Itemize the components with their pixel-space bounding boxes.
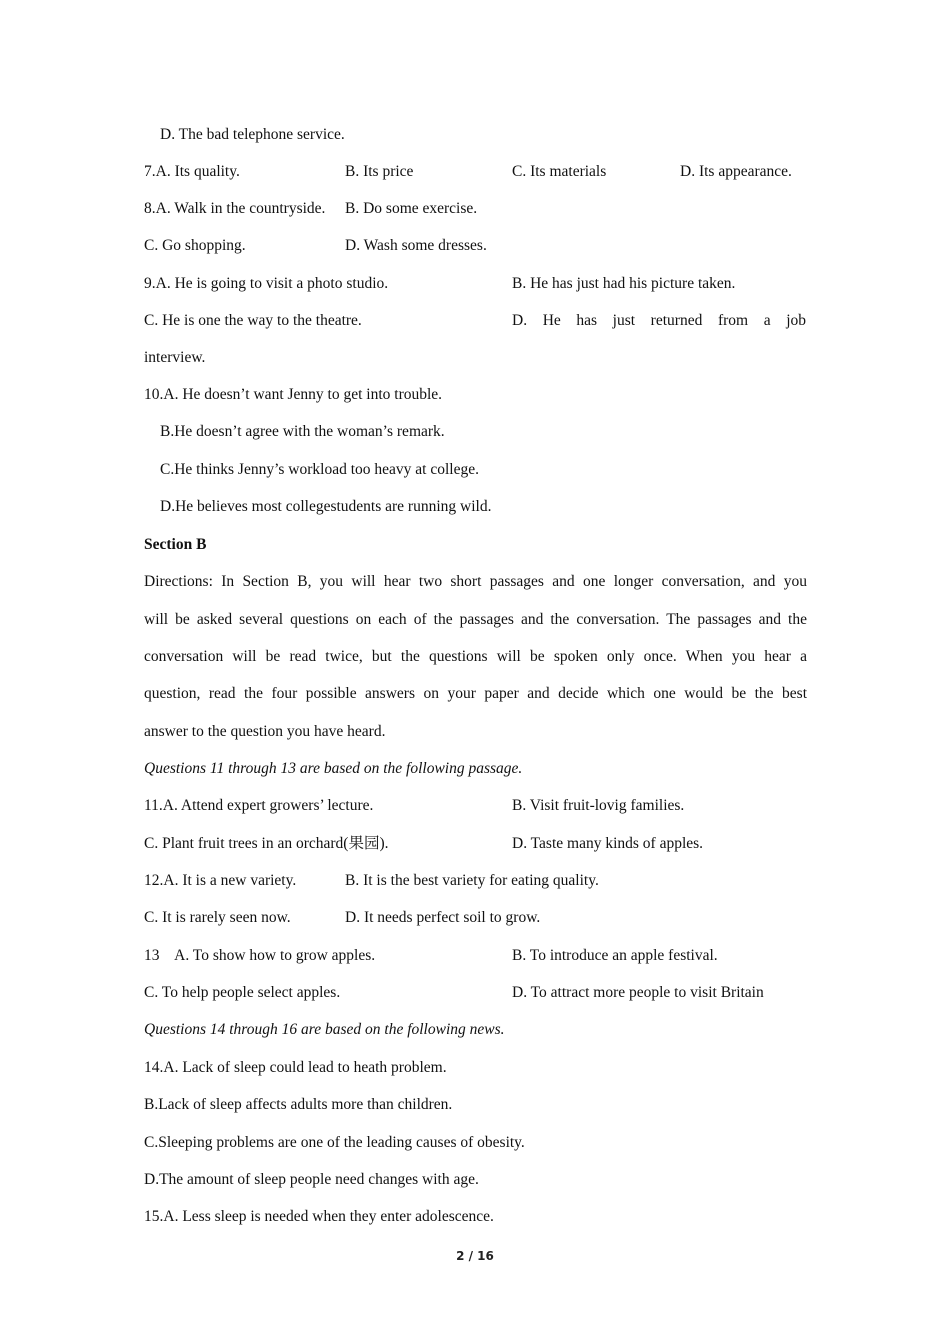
q13-option-b: B. To introduce an apple festival. bbox=[512, 947, 718, 964]
q9-option-d: D. He has just returned from a job bbox=[512, 312, 806, 329]
directions-line-1: Directions: In Section B, you will hear two short passages and one longer conversation, and you bbox=[144, 573, 807, 590]
q13-option-a: 13 A. To show how to grow apples. bbox=[144, 947, 376, 964]
q12-option-b: B. It is the best variety for eating quality. bbox=[345, 872, 599, 889]
questions-14-16-note: Questions 14 through 16 are based on the following news. bbox=[144, 1021, 505, 1038]
q8-option-b: B. Do some exercise. bbox=[345, 200, 478, 217]
q6-option-d: D. The bad telephone service. bbox=[160, 126, 345, 143]
q11-option-a: 11.A. Attend expert growers’ lecture. bbox=[144, 797, 374, 814]
q10-option-d: D.He believes most collegestudents are running wild. bbox=[160, 498, 492, 515]
directions-line-2: will be asked several questions on each of the passages and the conversation. The passages and the bbox=[144, 611, 807, 628]
q12-option-c: C. It is rarely seen now. bbox=[144, 909, 291, 926]
q11-option-d: D. Taste many kinds of apples. bbox=[512, 835, 704, 852]
q12-option-d: D. It needs perfect soil to grow. bbox=[345, 909, 541, 926]
q9-option-d-cont: interview. bbox=[144, 349, 206, 366]
page-number: 2 / 16 bbox=[456, 1249, 494, 1263]
q10-option-b: B.He doesn’t agree with the woman’s remark. bbox=[160, 423, 445, 440]
q10-option-a: 10.A. He doesn’t want Jenny to get into trouble. bbox=[144, 386, 443, 403]
q8-option-a: 8.A. Walk in the countryside. bbox=[144, 200, 326, 217]
q14-option-a: 14.A. Lack of sleep could lead to heath problem. bbox=[144, 1059, 447, 1076]
q9-option-b: B. He has just had his picture taken. bbox=[512, 275, 736, 292]
directions-line-4: question, read the four possible answers on your paper and decide which one would be the best bbox=[144, 685, 807, 702]
q15-option-a: 15.A. Less sleep is needed when they enter adolescence. bbox=[144, 1208, 494, 1225]
questions-11-13-note: Questions 11 through 13 are based on the following passage. bbox=[144, 760, 523, 777]
q7-option-d: D. Its appearance. bbox=[680, 163, 792, 180]
q14-option-d: D.The amount of sleep people need changes with age. bbox=[144, 1171, 479, 1188]
q12-option-a: 12.A. It is a new variety. bbox=[144, 872, 297, 889]
q13-option-d: D. To attract more people to visit Britain bbox=[512, 984, 764, 1001]
q8-option-c: C. Go shopping. bbox=[144, 237, 246, 254]
q14-option-b: B.Lack of sleep affects adults more than children. bbox=[144, 1096, 453, 1113]
q14-option-c: C.Sleeping problems are one of the leading causes of obesity. bbox=[144, 1134, 525, 1151]
q9-option-c: C. He is one the way to the theatre. bbox=[144, 312, 362, 329]
directions-line-5: answer to the question you have heard. bbox=[144, 723, 386, 740]
q11-option-b: B. Visit fruit-lovig families. bbox=[512, 797, 685, 814]
directions-line-3: conversation will be read twice, but the questions will be spoken only once. When you hear a bbox=[144, 648, 807, 665]
section-b-heading: Section B bbox=[144, 536, 207, 553]
q11-option-c: C. Plant fruit trees in an orchard(果园). bbox=[144, 835, 389, 852]
q8-option-d: D. Wash some dresses. bbox=[345, 237, 487, 254]
q7-option-c: C. Its materials bbox=[512, 163, 607, 180]
q10-option-c: C.He thinks Jenny’s workload too heavy at college. bbox=[160, 461, 479, 478]
q13-option-c: C. To help people select apples. bbox=[144, 984, 341, 1001]
q7-option-b: B. Its price bbox=[345, 163, 414, 180]
q7-option-a: 7.A. Its quality. bbox=[144, 163, 240, 180]
q9-option-a: 9.A. He is going to visit a photo studio. bbox=[144, 275, 389, 292]
